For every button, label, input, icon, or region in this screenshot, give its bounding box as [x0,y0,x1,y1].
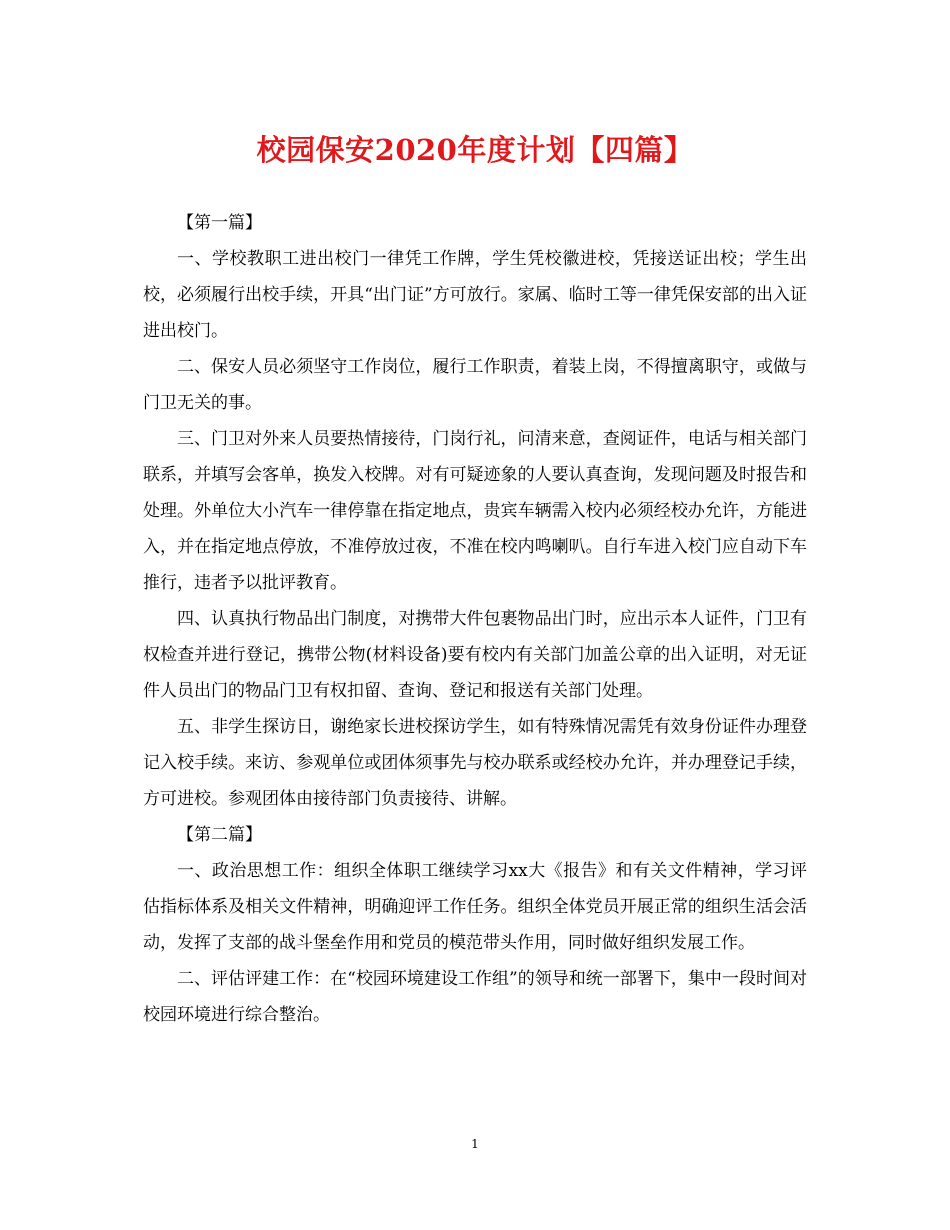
paragraph: 三、门卫对外来人员要热情接待，门岗行礼，问清来意，查阅证件，电话与相关部门联系，并填写会客单，换发入校牌。对有可疑迹象的人要认真查询，发现问题及时报告和处理。外单位大小汽车一律停靠在指定地点，贵宾车辆需入校内必须经校办允许，方能进入，并在指定地点停放，不准停放过夜，不准在校内鸣喇叭。自行车进入校门应自动下车推行，违者予以批评教育。 [143,429,807,593]
page-number: 1 [471,1137,479,1151]
paragraph: 二、评估评建工作：在“校园环境建设工作组”的领导和统一部署下，集中一段时间对校园环境进行综合整治。 [143,969,807,1025]
paragraph: 五、非学生探访日，谢绝家长进校探访学生，如有特殊情况需凭有效身份证件办理登记入校手续。来访、参观单位或团体须事先与校办联系或经校办允许，并办理登记手续，方可进校。参观团体由接待部门负责接待、讲解。 [143,717,807,809]
section-heading-first: 【第一篇】 [177,213,262,233]
section-heading-second: 【第二篇】 [177,825,262,845]
paragraph: 四、认真执行物品出门制度，对携带大件包裹物品出门时，应出示本人证件，门卫有权检查并进行登记，携带公物(材料设备)要有校内有关部门加盖公章的出入证明，对无证件人员出门的物品门卫有权扣留、查询、登记和报送有关部门处理。 [143,609,807,701]
paragraph: 二、保安人员必须坚守工作岗位，履行工作职责，着装上岗，不得擅离职守，或做与门卫无关的事。 [143,357,807,413]
document-title: 校园保安2020年度计划【四篇】 [256,133,694,167]
paragraph: 一、政治思想工作：组织全体职工继续学习xx大《报告》和有关文件精神，学习评估指标体系及相关文件精神，明确迎评工作任务。组织全体党员开展正常的组织生活会活动，发挥了支部的战斗堡垒作用和党员的模范带头作用，同时做好组织发展工作。 [143,861,807,953]
paragraph: 一、学校教职工进出校门一律凭工作牌，学生凭校徽进校，凭接送证出校；学生出校，必须履行出校手续，开具“出门证”方可放行。家属、临时工等一律凭保安部的出入证进出校门。 [143,249,807,341]
document-body [143,205,807,1033]
